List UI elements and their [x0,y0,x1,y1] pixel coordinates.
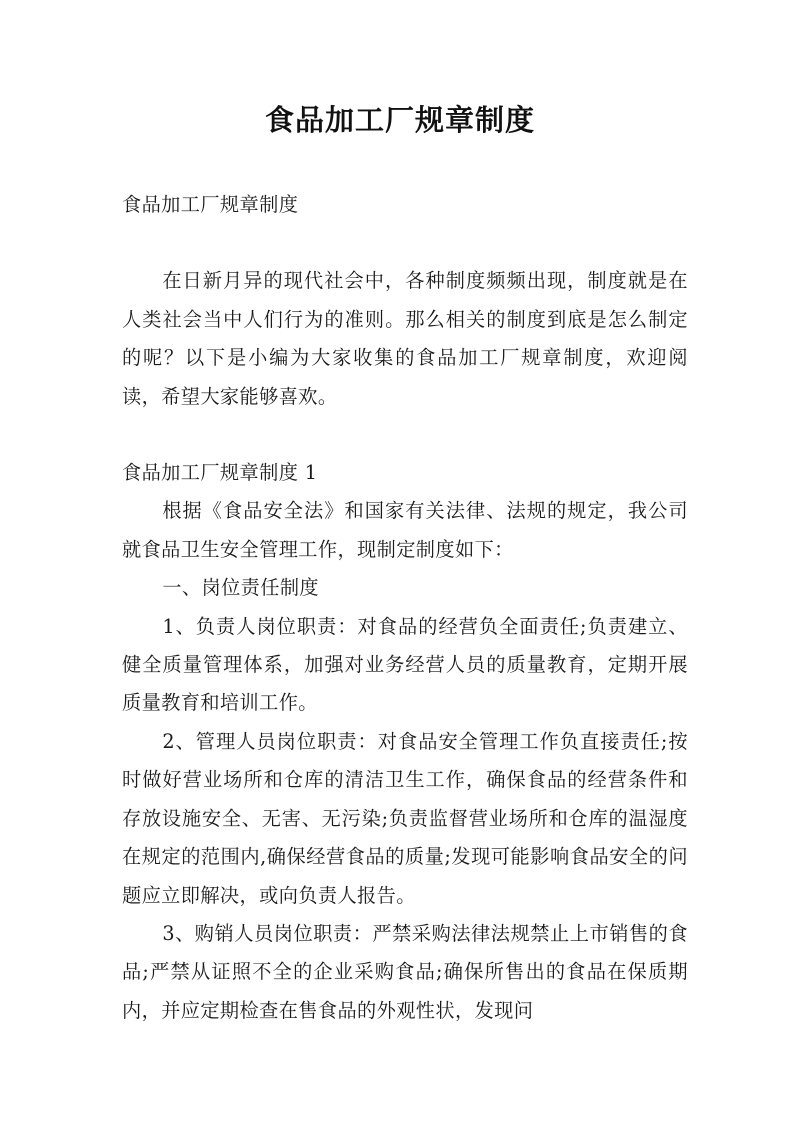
spacer [122,224,688,262]
item-heading: 一、岗位责任制度 [162,576,320,600]
spacer [122,416,688,454]
document-subtitle: 食品加工厂规章制度 [122,193,299,216]
section-intro-paragraph: 根据《食品安全法》和国家有关法律、法规的规定，我公司就食品卫生安全管理工作，现制定制度如下： [122,499,688,561]
paragraph-duty-2: 2、管理人员岗位职责：对食品安全管理工作负直接责任;按时做好营业场所和仓库的清洁卫生工作，确保食品的经营条件和存放设施安全、无害、无污染;负责监督营业场所和仓库的温湿度在规定的范围内,确保经营食品的质量;发现可能影响食品安全的问题应立即解决，或向负责人报告。 [122,729,688,907]
intro-paragraph: 在日新月异的现代社会中，各种制度频频出现，制度就是在人类社会当中人们行为的准则。那么相关的制度到底是怎么制定的呢？以下是小编为大家收集的食品加工厂规章制度，欢迎阅读，希望大家能够喜欢。 [122,269,688,408]
document-title: 食品加工厂规章制度 [264,103,535,137]
document-body [122,186,688,1030]
paragraph-duty-1: 1、负责人岗位职责：对食品的经营负全面责任;负责建立、健全质量管理体系，加强对业务经营人员的质量教育，定期开展质量教育和培训工作。 [122,614,688,715]
paragraph-duty-3: 3、购销人员岗位职责：严禁采购法律法规禁止上市销售的食品;严禁从证照不全的企业采购食品;确保所售出的食品在保质期内，并应定期检查在售食品的外观性状，发现问 [122,921,688,1022]
section-heading: 食品加工厂规章制度 1 [122,461,318,485]
